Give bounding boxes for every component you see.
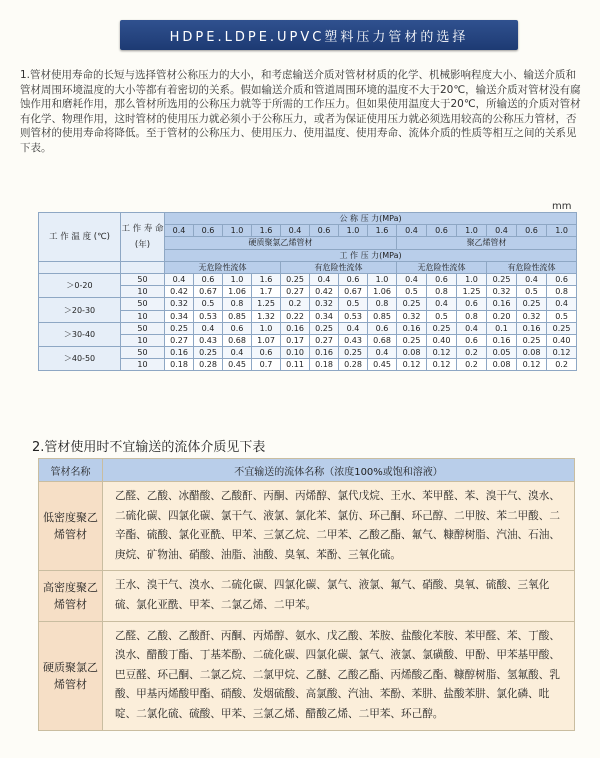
- pressure-header-cell: 0.4: [281, 225, 310, 237]
- header-fluids: 不宜输送的流体名称（浓度100%或饱和溶液）: [103, 459, 575, 482]
- value-cell: 0.6: [547, 273, 577, 285]
- value-cell: 1.0: [368, 273, 397, 285]
- value-cell: 0.25: [397, 334, 427, 346]
- value-cell: 0.25: [427, 322, 457, 334]
- value-cell: 1.25: [457, 286, 487, 298]
- value-cell: 0.4: [194, 322, 223, 334]
- value-cell: 0.32: [165, 298, 194, 310]
- value-cell: 0.16: [487, 334, 517, 346]
- value-cell: 0.6: [339, 273, 368, 285]
- value-cell: 0.28: [339, 359, 368, 371]
- blank-cell: [39, 261, 121, 273]
- pressure-header-cell: 0.6: [310, 225, 339, 237]
- fluids-cell: 乙醛、乙酸、冰醋酸、乙酸酐、丙酮、丙烯醇、氯代戊烷、王水、苯甲醛、苯、溴干气、溴水、二硫化碳、四氯化碳、氯干气、液氯、氯化苯、氯仿、环己酮、环己醇、二甲胺、苯二甲酸、二辛酯、硫酸、氯化亚酰、甲苯、三氯乙烷、二甲苯、乙酸乙酯、氟气、糠醇树脂、汽油、石油、庚烷、矿物油、硝酸、油脂、油酸、臭氧、苯酚、三氧化硫。: [103, 482, 575, 571]
- value-cell: 0.6: [223, 322, 252, 334]
- value-cell: 0.25: [339, 347, 368, 359]
- value-cell: 0.17: [281, 334, 310, 346]
- value-cell: 0.42: [310, 286, 339, 298]
- value-cell: 0.2: [457, 359, 487, 371]
- pressure-header-cell: 0.4: [487, 225, 517, 237]
- value-cell: 0.12: [427, 347, 457, 359]
- value-cell: 0.40: [427, 334, 457, 346]
- value-cell: 0.4: [339, 322, 368, 334]
- years-cell: 10: [121, 310, 165, 322]
- value-cell: 0.16: [281, 322, 310, 334]
- header-pe-hazard-fluid: 有危险性流体: [487, 261, 577, 273]
- value-cell: 0.6: [194, 273, 223, 285]
- value-cell: 0.27: [281, 286, 310, 298]
- years-cell: 10: [121, 359, 165, 371]
- value-cell: 1.0: [223, 273, 252, 285]
- value-cell: 0.18: [310, 359, 339, 371]
- years-cell: 50: [121, 322, 165, 334]
- value-cell: 0.20: [487, 310, 517, 322]
- value-cell: 0.4: [547, 298, 577, 310]
- value-cell: 0.16: [397, 322, 427, 334]
- header-work-temperature: 工 作 温 度 (℃): [39, 213, 121, 262]
- header-upvc-hazard-fluid: 有危险性流体: [281, 261, 397, 273]
- value-cell: 0.5: [547, 310, 577, 322]
- blank-cell: [121, 261, 165, 273]
- value-cell: 1.25: [252, 298, 281, 310]
- pressure-header-cell: 0.4: [397, 225, 427, 237]
- value-cell: 0.2: [547, 359, 577, 371]
- pressure-header-cell: 1.6: [368, 225, 397, 237]
- value-cell: 0.08: [487, 359, 517, 371]
- years-cell: 10: [121, 334, 165, 346]
- value-cell: 0.27: [165, 334, 194, 346]
- value-cell: 0.4: [427, 298, 457, 310]
- value-cell: 0.6: [457, 298, 487, 310]
- value-cell: 0.32: [487, 286, 517, 298]
- value-cell: 0.27: [310, 334, 339, 346]
- value-cell: 0.1: [487, 322, 517, 334]
- header-working-pressure: 工 作 压 力(MPa): [165, 249, 577, 261]
- years-cell: 50: [121, 298, 165, 310]
- value-cell: 0.40: [547, 334, 577, 346]
- temperature-cell: ＞0-20: [39, 273, 121, 297]
- value-cell: 0.6: [368, 322, 397, 334]
- years-cell: 50: [121, 347, 165, 359]
- value-cell: 0.16: [487, 298, 517, 310]
- header-nominal-pressure: 公 称 压 力(MPa): [165, 213, 577, 225]
- value-cell: 0.25: [397, 298, 427, 310]
- value-cell: 0.5: [397, 286, 427, 298]
- value-cell: 0.32: [310, 298, 339, 310]
- value-cell: 0.67: [339, 286, 368, 298]
- value-cell: 0.05: [487, 347, 517, 359]
- page-title: HDPE.LDPE.UPVC塑料压力管材的选择: [169, 29, 469, 45]
- value-cell: 0.12: [547, 347, 577, 359]
- value-cell: 0.25: [517, 298, 547, 310]
- value-cell: 0.2: [457, 347, 487, 359]
- value-cell: 0.4: [517, 273, 547, 285]
- value-cell: 0.32: [397, 310, 427, 322]
- material-name-cell: 硬质聚氯乙烯管材: [39, 621, 103, 730]
- value-cell: 0.85: [223, 310, 252, 322]
- value-cell: 0.25: [487, 273, 517, 285]
- temperature-cell: ＞20-30: [39, 298, 121, 322]
- table-row: [39, 298, 577, 310]
- value-cell: 0.25: [281, 273, 310, 285]
- header-pe-safe-fluid: 无危险性流体: [397, 261, 487, 273]
- unit-label: mm: [552, 201, 572, 212]
- value-cell: 0.18: [165, 359, 194, 371]
- fluids-cell: 乙醛、乙酸、乙酸酐、丙酮、丙烯醇、氨水、戊乙酸、苯胺、盐酸化苯胺、苯甲醛、苯、丁酸、溴水、醋酸丁酯、丁基苯酚、二硫化碳、四氯化碳、氯气、液氯、氯磺酸、甲酚、甲苯基甲酸、巴豆醛、环己酮、二氯乙烷、二氯甲烷、乙醚、乙酸乙酯、丙烯酸乙酯、糠醇树脂、氢氟酸、乳酸、甲基丙烯酸甲酯、硝酸、发烟硫酸、高氯酸、汽油、苯酚、苯肼、盐酸苯肼、氯化磷、吡啶、二氯化硫、硫酸、甲苯、三氯乙烯、醋酸乙烯、二甲苯、环己醇。: [103, 621, 575, 730]
- value-cell: 0.8: [457, 310, 487, 322]
- material-name-cell: 高密度聚乙烯管材: [39, 571, 103, 621]
- value-cell: 0.42: [165, 286, 194, 298]
- value-cell: 0.34: [165, 310, 194, 322]
- value-cell: 0.4: [310, 273, 339, 285]
- value-cell: 0.6: [252, 347, 281, 359]
- value-cell: 0.08: [517, 347, 547, 359]
- value-cell: 0.8: [427, 286, 457, 298]
- value-cell: 0.08: [397, 347, 427, 359]
- value-cell: 0.25: [165, 322, 194, 334]
- value-cell: 0.16: [310, 347, 339, 359]
- value-cell: 1.07: [252, 334, 281, 346]
- header-pe-pipe: 聚乙烯管材: [397, 237, 577, 249]
- temperature-cell: ＞30-40: [39, 322, 121, 346]
- value-cell: 0.11: [281, 359, 310, 371]
- value-cell: 0.4: [165, 273, 194, 285]
- value-cell: 0.7: [252, 359, 281, 371]
- value-cell: 0.4: [368, 347, 397, 359]
- header-upvc-safe-fluid: 无危险性流体: [165, 261, 281, 273]
- header-upvc-pipe: 硬质聚氯乙烯管材: [165, 237, 397, 249]
- pressure-header-cell: 1.0: [223, 225, 252, 237]
- value-cell: 1.06: [368, 286, 397, 298]
- value-cell: 0.32: [517, 310, 547, 322]
- value-cell: 1.7: [252, 286, 281, 298]
- value-cell: 0.6: [427, 273, 457, 285]
- value-cell: 0.43: [339, 334, 368, 346]
- fluids-cell: 王水、溴干气、溴水、二硫化碳、四氯化碳、氯气、液氯、氟气、硝酸、臭氧、硫酸、三氧化硫、氯化亚酰、甲苯、二氯乙烯、二甲苯。: [103, 571, 575, 621]
- pressure-table: [38, 212, 577, 371]
- header-work-life: 工 作 寿 命 (年): [121, 213, 165, 262]
- unsuitable-fluids-table: [38, 458, 575, 731]
- value-cell: 0.45: [368, 359, 397, 371]
- value-cell: 0.25: [547, 322, 577, 334]
- value-cell: 0.5: [517, 286, 547, 298]
- value-cell: 0.68: [368, 334, 397, 346]
- value-cell: 0.25: [194, 347, 223, 359]
- years-cell: 10: [121, 286, 165, 298]
- pressure-header-cell: 0.6: [427, 225, 457, 237]
- page-title-banner: [120, 20, 518, 50]
- value-cell: 0.22: [281, 310, 310, 322]
- value-cell: 0.34: [310, 310, 339, 322]
- value-cell: 0.43: [194, 334, 223, 346]
- value-cell: 0.25: [517, 334, 547, 346]
- table-row: [39, 621, 575, 730]
- value-cell: 1.32: [252, 310, 281, 322]
- header-material: 管材名称: [39, 459, 103, 482]
- value-cell: 0.5: [194, 298, 223, 310]
- value-cell: 0.4: [457, 322, 487, 334]
- value-cell: 0.8: [368, 298, 397, 310]
- value-cell: 0.12: [427, 359, 457, 371]
- value-cell: 0.28: [194, 359, 223, 371]
- table-row: [39, 482, 575, 571]
- value-cell: 0.67: [194, 286, 223, 298]
- value-cell: 0.85: [368, 310, 397, 322]
- value-cell: 0.6: [457, 334, 487, 346]
- value-cell: 0.16: [517, 322, 547, 334]
- value-cell: 0.4: [397, 273, 427, 285]
- section2-heading: 2.管材使用时不宜输送的流体介质见下表: [32, 440, 266, 455]
- value-cell: 0.4: [223, 347, 252, 359]
- value-cell: 0.25: [310, 322, 339, 334]
- table-row: [39, 322, 577, 334]
- pressure-header-cell: 1.6: [252, 225, 281, 237]
- pressure-header-cell: 0.6: [517, 225, 547, 237]
- temperature-cell: ＞40-50: [39, 347, 121, 371]
- value-cell: 1.0: [457, 273, 487, 285]
- pressure-header-cell: 1.0: [457, 225, 487, 237]
- value-cell: 0.12: [517, 359, 547, 371]
- value-cell: 0.68: [223, 334, 252, 346]
- value-cell: 0.53: [194, 310, 223, 322]
- pressure-header-cell: 0.6: [194, 225, 223, 237]
- value-cell: 0.16: [165, 347, 194, 359]
- value-cell: 0.53: [339, 310, 368, 322]
- table-row: [39, 347, 577, 359]
- table-row: [39, 571, 575, 621]
- pressure-header-cell: 0.4: [165, 225, 194, 237]
- value-cell: 0.8: [547, 286, 577, 298]
- intro-paragraph: 1.管材使用寿命的长短与选择管材公称压力的大小，和考虑输送介质对管材材质的化学、机械影响程度大小、输送介质和管材周围环境温度的大小等都有着密切的关系。假如输送介质和管道周围环境的温度不大于20℃，输送介质对管材没有腐蚀作用和磨耗作用，那么管材所选用的公称压力就等于所需的工作压力。但如果使用温度大于20℃，所输送的介质对管材有化学、物理作用，这时管材的使用压力就必须小于公称压力，或者为保证使用压力就必须选用较高的公称压力管材，否则管材的使用寿命将降低。至于管材的公称压力、使用压力、使用温度、使用寿命、流体介质的性质等相互之间的关系见下表。: [20, 69, 581, 154]
- value-cell: 1.06: [223, 286, 252, 298]
- value-cell: 0.2: [281, 298, 310, 310]
- years-cell: 50: [121, 273, 165, 285]
- pressure-header-cell: 1.0: [339, 225, 368, 237]
- value-cell: 0.10: [281, 347, 310, 359]
- value-cell: 0.45: [223, 359, 252, 371]
- table-row: [39, 273, 577, 285]
- value-cell: 0.5: [339, 298, 368, 310]
- value-cell: 0.5: [427, 310, 457, 322]
- value-cell: 0.8: [223, 298, 252, 310]
- material-name-cell: 低密度聚乙烯管材: [39, 482, 103, 571]
- value-cell: 0.12: [397, 359, 427, 371]
- value-cell: 1.0: [252, 322, 281, 334]
- value-cell: 1.6: [252, 273, 281, 285]
- pressure-header-cell: 1.0: [547, 225, 577, 237]
